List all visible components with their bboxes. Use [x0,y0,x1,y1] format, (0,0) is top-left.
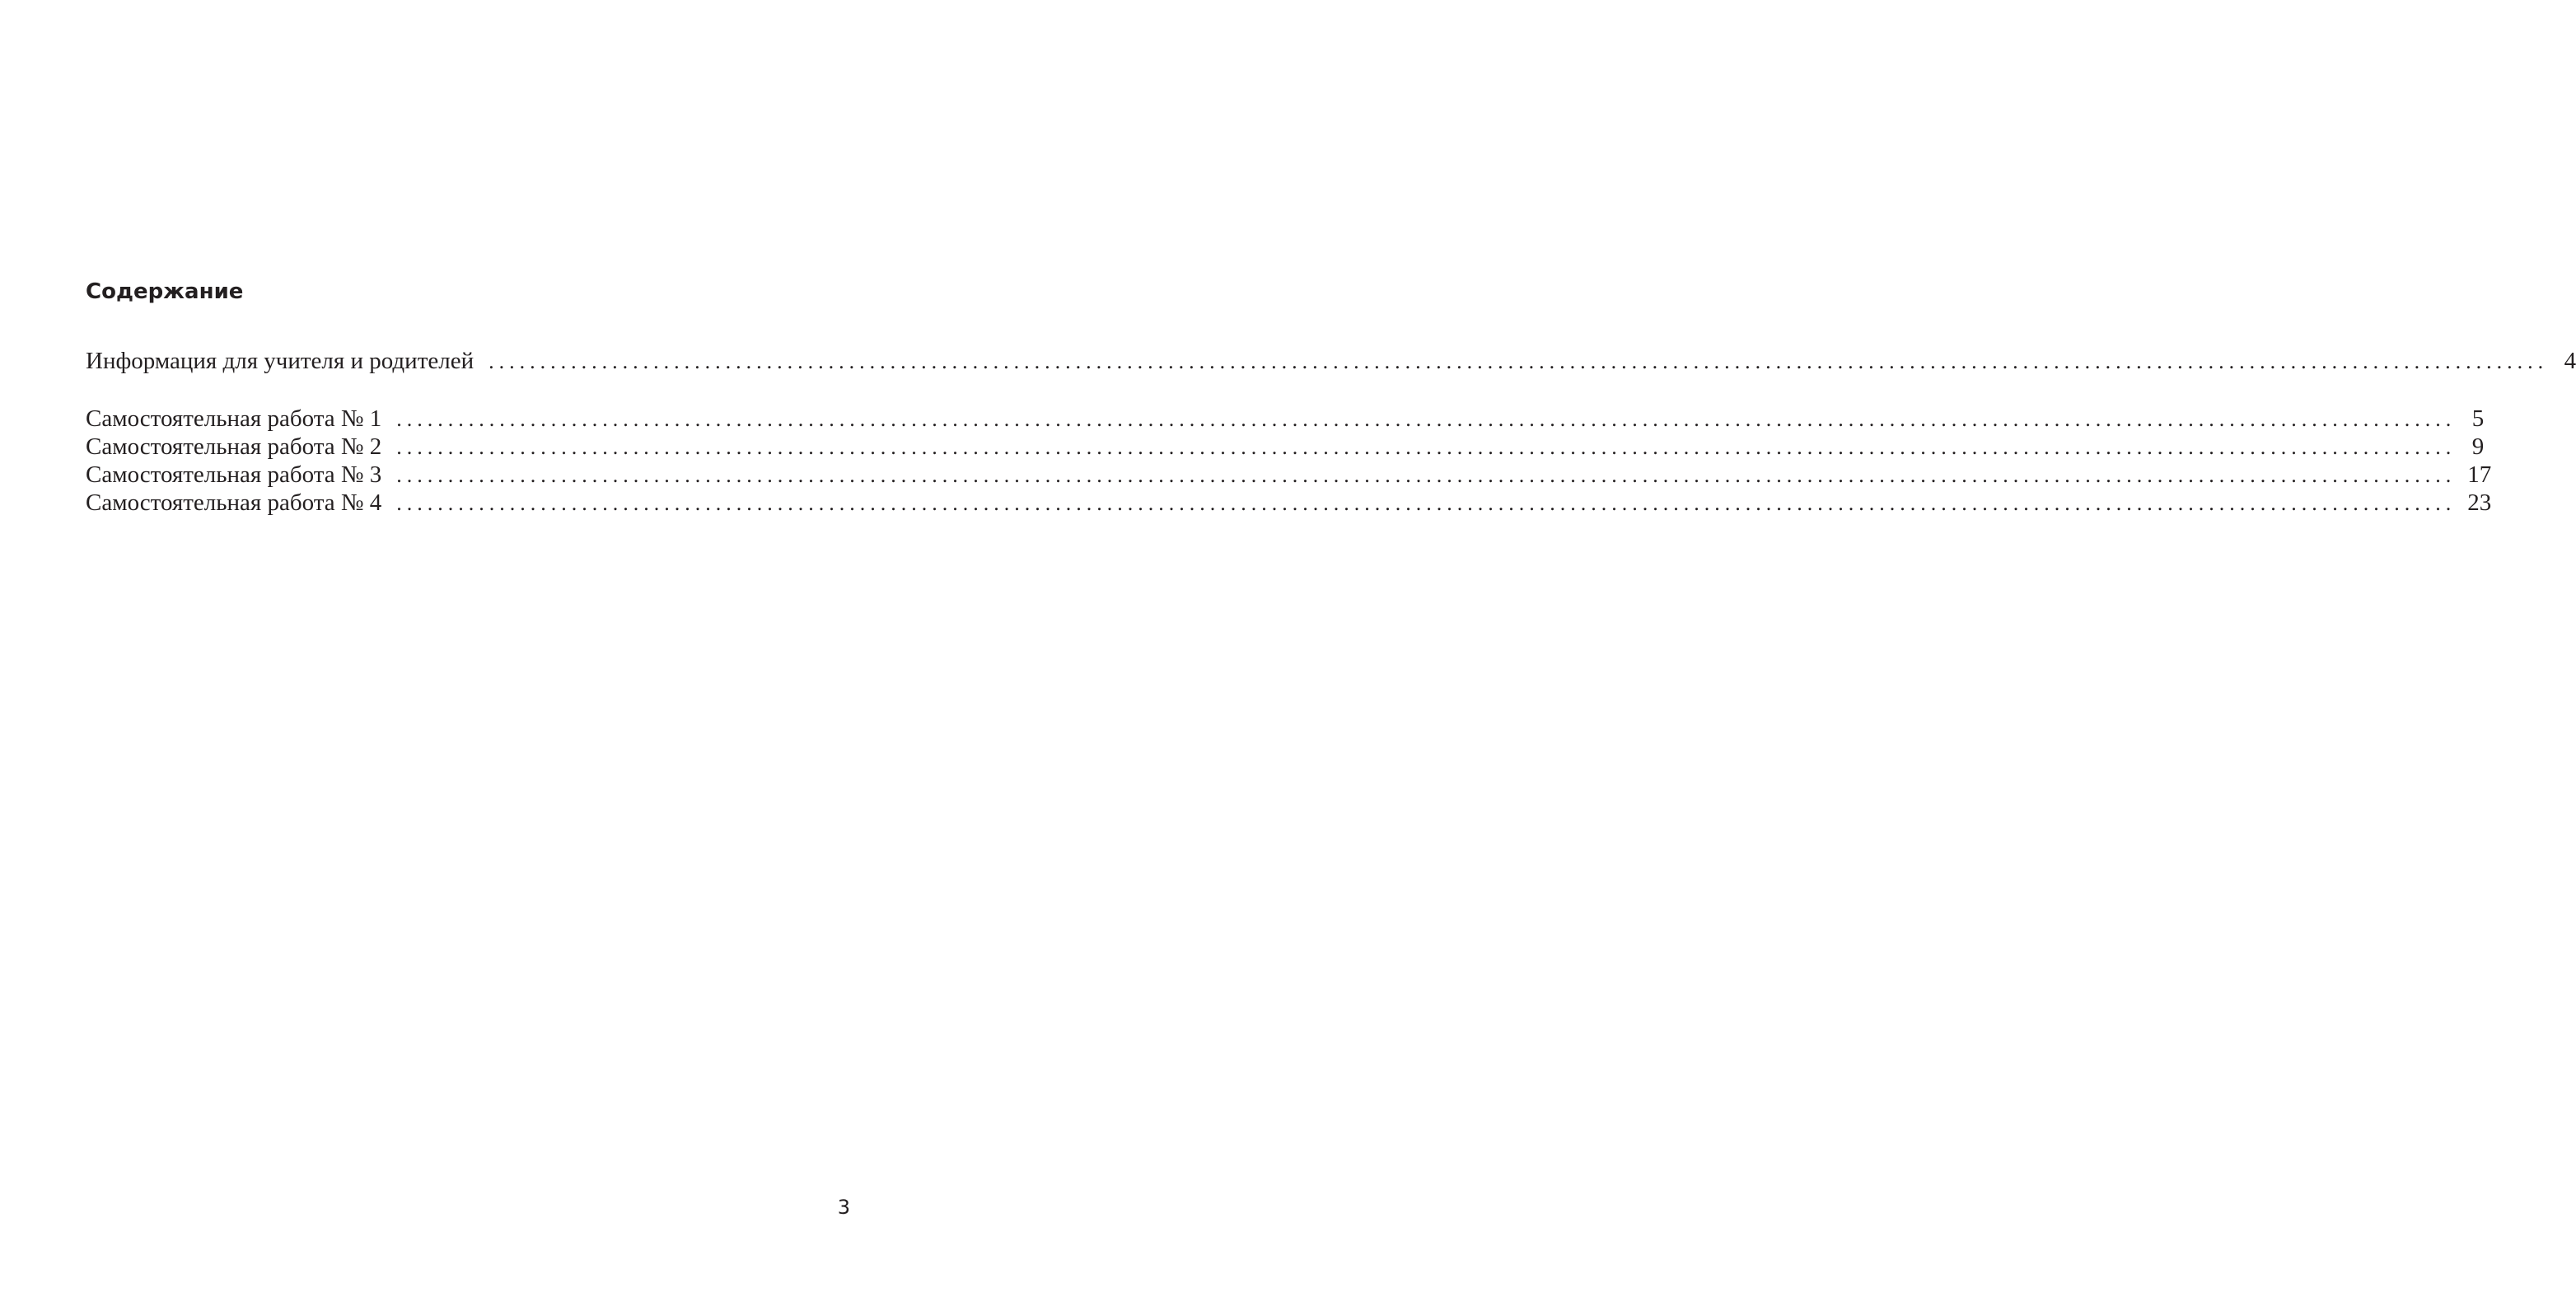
toc-entry [86,460,2492,489]
toc-entry-label: Самостоятельная работа № 4 [86,489,382,516]
dot-leader: ........................................................................................................................................................................................................ [396,491,2457,515]
toc-entry-page: 5 [2471,405,2485,432]
toc-entry-label: Самостоятельная работа № 3 [86,461,382,488]
toc-entry-page: 17 [2467,461,2492,488]
toc-entry-label: Самостоятельная работа № 2 [86,433,382,460]
dot-leader: ........................................................................................................................................................................................................ [396,463,2457,487]
page-number: 3 [837,1196,850,1219]
toc-entry-page: 4 [2564,348,2576,374]
toc-entry [86,488,2492,518]
toc-entry-label: Самостоятельная работа № 1 [86,405,382,432]
dot-leader: ........................................................................................................................................................................................................ [396,435,2457,459]
toc-entry [86,346,2576,376]
toc-entry-label: Информация для учителя и родителей [86,348,475,374]
toc-entry-page: 23 [2467,489,2492,516]
toc-entry [86,432,2485,461]
dot-leader: ........................................................................................................................................................................................................ [489,349,2549,373]
toc-entry-page: 9 [2471,433,2485,460]
dot-leader: ........................................................................................................................................................................................................ [396,407,2457,431]
toc-entry [86,404,2485,433]
toc-title: Содержание [86,279,244,304]
